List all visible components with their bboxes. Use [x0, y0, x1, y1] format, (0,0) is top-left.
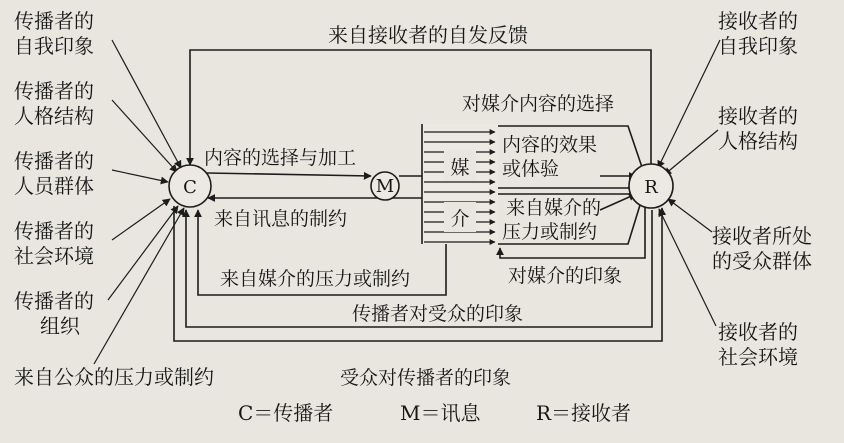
message-constraint-label: 来自讯息的制约 — [214, 208, 348, 230]
content-effect-label-line-2: 或体验 — [502, 158, 560, 180]
left-factor-4-line-1: 传播者的 — [14, 219, 94, 243]
right-factor-2-line-2: 人格结构 — [718, 129, 798, 153]
receiver-label: R — [644, 177, 658, 198]
right-factor-labels — [712, 9, 812, 369]
left-factor-6: 来自公众的压力或制约 — [14, 365, 214, 389]
left-factor-arrows — [94, 40, 184, 364]
c-to-message-line — [207, 173, 371, 176]
right-factor-2-line-1: 接收者的 — [718, 104, 798, 128]
flow-labels — [204, 23, 622, 389]
media-char-1: 媒 — [450, 157, 470, 179]
left-factor-3-line-1: 传播者的 — [14, 149, 94, 173]
left-factor-3-line-2: 人员群体 — [14, 174, 94, 198]
legend-m: M＝讯息 — [400, 401, 481, 425]
left-factor-2-line-2: 人格结构 — [14, 104, 94, 128]
media-block — [422, 124, 498, 244]
communicator-node — [169, 165, 211, 207]
receiver-node — [629, 164, 673, 208]
right-factor-1-line-2: 自我印象 — [718, 34, 798, 58]
right-factor-3-line-1: 接收者所处 — [712, 224, 812, 248]
left-factor-5-line-1: 传播者的 — [14, 289, 94, 313]
right-factor-4-line-1: 接收者的 — [718, 320, 798, 344]
audience-image-of-communicator-label: 受众对传播者的印象 — [340, 367, 512, 389]
legend-c: C＝传播者 — [238, 401, 334, 425]
content-selection-label: 对媒介内容的选择 — [462, 93, 615, 115]
content-effect-label-line-1: 内容的效果 — [502, 134, 598, 156]
right-factor-3-line-2: 的受众群体 — [712, 249, 812, 273]
left-factor-1-line-2: 自我印象 — [14, 34, 94, 58]
communicator-label: C — [183, 177, 197, 198]
left-factor-2-line-1: 传播者的 — [14, 79, 94, 103]
left-factor-4-line-2: 社会环境 — [14, 244, 94, 268]
right-factor-1-line-1: 接收者的 — [718, 9, 798, 33]
left-factor-1-line-1: 传播者的 — [14, 9, 94, 33]
media-char-2: 介 — [450, 208, 470, 230]
selection-processing-label: 内容的选择与加工 — [204, 147, 357, 169]
communicator-image-of-audience-label: 传播者对受众的印象 — [352, 303, 524, 325]
message-label: M — [375, 176, 395, 197]
media-pressure-label-line-1: 来自媒介的 — [506, 197, 602, 219]
media-pressure-to-c-label: 来自媒介的压力或制约 — [220, 268, 411, 290]
left-factor-5-line-2: 组织 — [40, 314, 80, 338]
media-pressure-label-line-2: 压力或制约 — [502, 221, 598, 243]
message-node — [371, 172, 399, 200]
right-factor-4-line-2: 社会环境 — [718, 345, 798, 369]
media-image-label: 对媒介的印象 — [508, 265, 623, 287]
legend — [238, 401, 631, 425]
legend-r: R＝接收者 — [536, 401, 632, 425]
spontaneous-feedback-label: 来自接收者的自发反馈 — [328, 23, 528, 47]
